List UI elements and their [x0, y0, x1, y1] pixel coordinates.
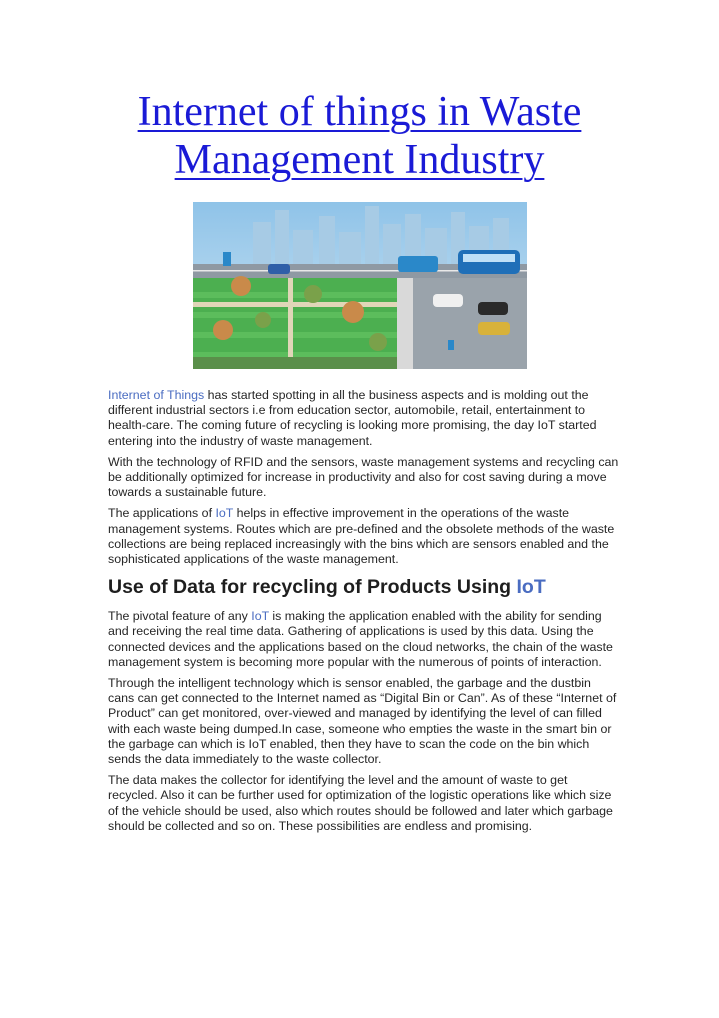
page-title-line-2: Management Industry [174, 137, 545, 183]
paragraph-data-collector: The data makes the collector for identifying the level and the amount of waste to get recycled. Also it can be further used for optimization of the logistic operations like which size of the vehicle should be used, also which routes should be followed and later which garbage should be collected and so on. These possibilities are endless and promising. [108, 773, 613, 833]
article-body [108, 388, 620, 840]
smart-city-waste-illustration [193, 202, 527, 369]
section-heading [108, 575, 620, 599]
section-heading-text: Use of Data for recycling of Products Using [108, 576, 517, 599]
page-title [0, 88, 719, 184]
page-title-line-1: Internet of things in Waste [137, 89, 582, 135]
paragraph-applications [108, 506, 620, 567]
paragraph-pivotal-feature [108, 609, 620, 670]
paragraph-pivotal-pre: The pivotal feature of any [108, 609, 252, 624]
paragraph-intelligent-tech: Through the intelligent technology which is sensor enabled, the garbage and the dustbin cans can get connected to the Internet named as “Digital Bin or Can”. As of these “Internet of Product” can get monitored, over-viewed and managed by identifying the level of can filled with each waste being dumped.In case, someone who empties the waste in the smart bin or the garbage can which is IoT enabled, then they have to scan the code on the bin which sends the data immediately to the waste collector. [108, 676, 617, 767]
heading-iot-link[interactable]: IoT [516, 576, 546, 599]
paragraph-rfid: With the technology of RFID and the sensors, waste management systems and recycling can be additionally optimized for increase in productivity and also for cost saving during a move towards a sustainable future. [108, 454, 619, 500]
paragraph-intro-text: has started spotting in all the business aspects and is molding out the different industrial sectors i.e from education sector, automobile, retail, entertainment to health-care. The coming future of recycling is looking more promising, the day IoT started entering into the industry of waste management. [108, 388, 597, 448]
paragraph-applications-text: helps in effective improvement in the operations of the waste management systems. Routes which are pre-defined and the obsolete methods of the waste collections are being replaced increasingly with the bins which are sensors enabled and the sophisticated applications of the waste management. [108, 506, 615, 567]
paragraph-pivotal-text: is making the application enabled with the ability for sending and receiving the real time data. Gathering of applications is used by this data. Using the connected devices and the applications based on the cloud networks, the chain of the waste management system is becoming more popular with the numerous of points of interaction. [108, 609, 613, 669]
iot-link[interactable]: IoT [215, 506, 234, 521]
paragraph-intro [108, 388, 620, 449]
internet-of-things-link[interactable]: Internet of Things [108, 388, 205, 402]
iot-link-2[interactable]: IoT [251, 609, 269, 624]
paragraph-applications-pre: The applications of [108, 506, 216, 521]
